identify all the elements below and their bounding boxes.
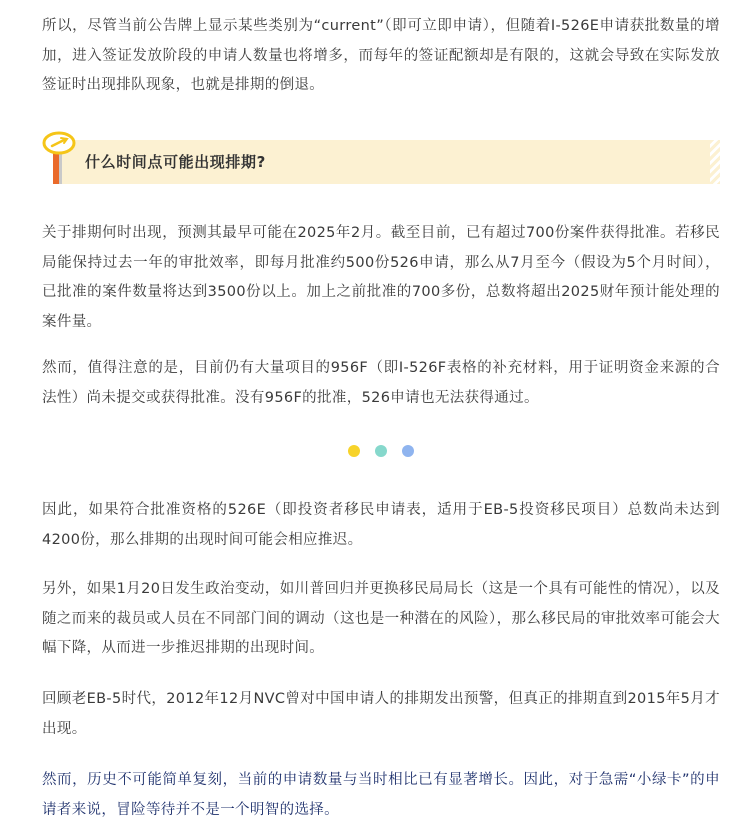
paragraph-conclusion: 然而，历史不可能简单复刻，当前的申请数量与当时相比已有显著增长。因此，对于急需“小绿卡”的申请者来说，冒险等待并不是一个明智的选择。 bbox=[42, 772, 720, 818]
heading-stripes bbox=[710, 140, 720, 184]
divider-dot-yellow bbox=[348, 445, 360, 457]
paragraph-political-change: 另外，如果1月20日发生政治变动，如川普回归并更换移民局局长（这是一个具有可能性的情况），以及随之而来的裁员或人员在不同部门间的调动（这也是一种潜在的风险），那么移民局的审批效率可能会大幅下降，从而进一步推迟排期的出现时间。 bbox=[42, 581, 720, 656]
paragraph-4200: 因此，如果符合批准资格的526E（即投资者移民申请表，适用于EB-5投资移民项目）总数尚未达到4200份，那么排期的出现时间可能会相应推迟。 bbox=[42, 502, 720, 548]
pushpin-icon bbox=[42, 130, 78, 184]
divider-dot-teal bbox=[375, 445, 387, 457]
divider-dot-blue bbox=[402, 445, 414, 457]
paragraph-history: 回顾老EB-5时代，2012年12月NVC曾对中国申请人的排期发出预警，但真正的排期直到2015年5月才出现。 bbox=[42, 691, 720, 737]
paragraph-956f: 然而，值得注意的是，目前仍有大量项目的956F（即I-526F表格的补充材料，用于证明资金来源的合法性）尚未提交或获得批准。没有956F的批准，526申请也无法获得通过。 bbox=[42, 360, 720, 406]
section-heading-banner bbox=[42, 130, 720, 184]
dots-divider bbox=[340, 445, 420, 459]
paragraph-visa-bulletin: 所以，尽管当前公告牌上显示某些类别为“current”（即可立即申请），但随着I-526E申请获批数量的增加，进入签证发放阶段的申请人数量也将增多，而每年的签证配额却是有限的，这就会导致在实际发放签证时出现排队现象，也就是排期的倒退。 bbox=[42, 18, 720, 93]
paragraph-forecast: 关于排期何时出现，预测其最早可能在2025年2月。截至目前，已有超过700份案件获得批准。若移民局能保持过去一年的审批效率，即每月批准约500份526申请，那么从7月至今（假设为5个月时间），已批准的案件数量将达到3500份以上。加上之前批准的700多份，总数将超出2025财年预计能处理的案件量。 bbox=[42, 225, 720, 330]
section-heading-title: 什么时间点可能出现排期? bbox=[85, 153, 266, 171]
